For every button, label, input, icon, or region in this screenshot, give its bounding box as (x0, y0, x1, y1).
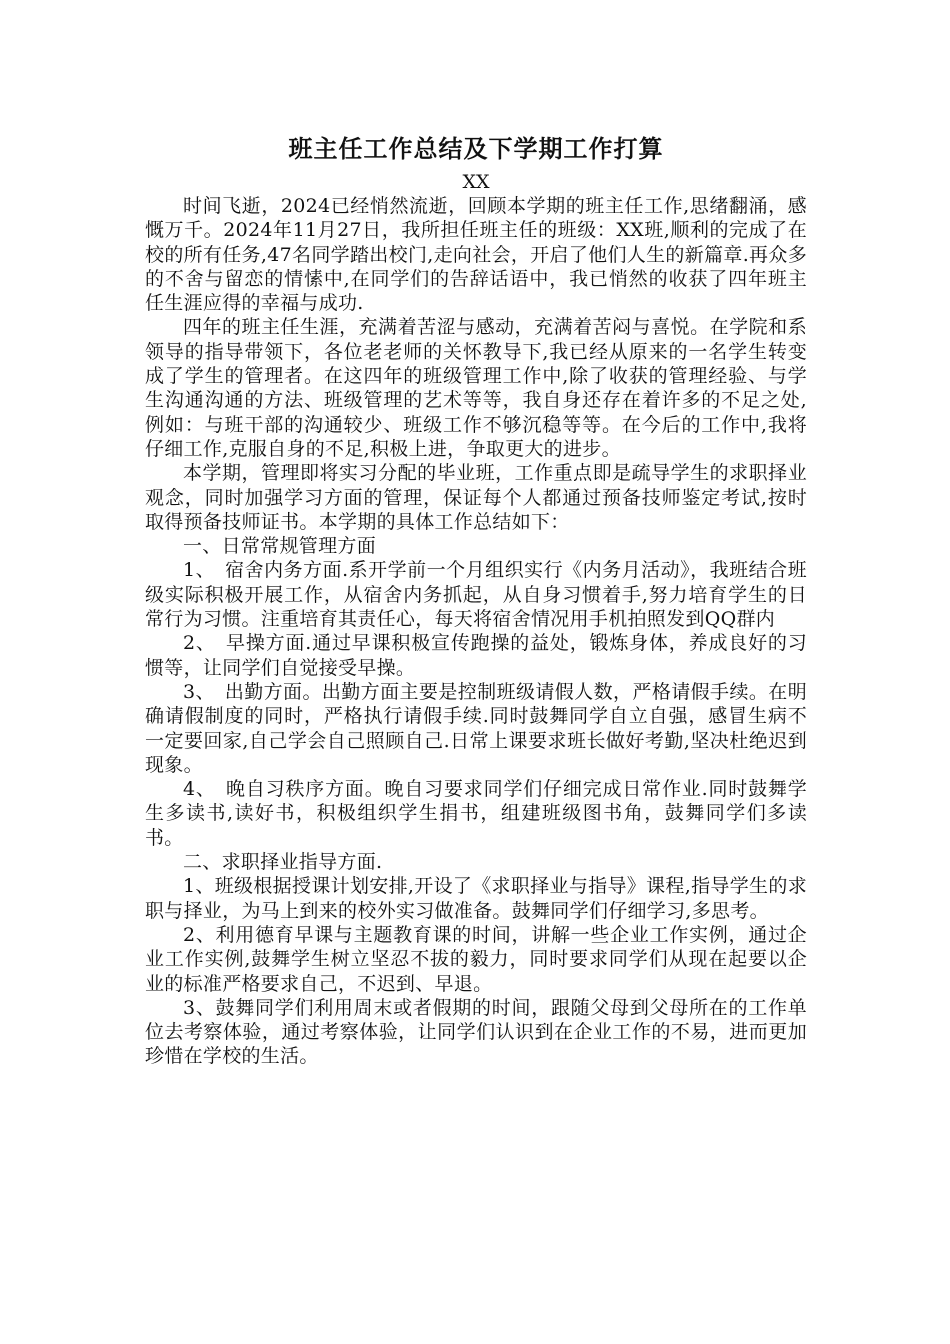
section-heading-career-guidance: 二、求职择业指导方面. (183, 851, 383, 874)
list-item-attendance: 3、 出勤方面。出勤方面主要是控制班级请假人数，严格请假手续。在明确请假制度的同时，严格执行请假手续.同时鼓舞同学自立自强，感冒生病不一定要回家,自己学会自己照顾自己.日常上课要求班长做好考勤,坚决杜绝迟到现象。 (145, 680, 807, 776)
document-author: XX (462, 171, 490, 193)
paragraph-intro: 时间飞逝，2024已经悄然流逝，回顾本学期的班主任工作,思绪翻涌，感慨万千。2024年11月27日，我所担任班主任的班级：XX班,顺利的完成了在校的所有任务,47名同学踏出校门,走向社会，开启了他们人生的新篇章.再众多的不舍与留恋的情愫中,在同学们的告辞话语中，我已悄然的收获了四年班主任生涯应得的幸福与成功. (145, 195, 807, 315)
list-item-morning-exercise: 2、 早操方面.通过早课积极宣传跑操的益处，锻炼身体，养成良好的习惯等，让同学们自觉接受早操。 (145, 632, 807, 679)
list-item-family-visit: 3、鼓舞同学们利用周末或者假期的时间，跟随父母到父母所在的工作单位去考察体验，通过考察体验，让同学们认识到在企业工作的不易，进而更加珍惜在学校的生活。 (145, 996, 807, 1068)
list-item-dormitory: 1、 宿舍内务方面.系开学前一个月组织实行《内务月活动》，我班结合班级实际积极开展工作，从宿舍内务抓起，从自身习惯着手,努力培育学生的日常行为习惯。注重培育其责任心，每天将宿舍情况用手机拍照发到QQ群内 (145, 559, 807, 631)
document-title: 班主任工作总结及下学期工作打算 (288, 134, 664, 163)
section-heading-daily-management: 一、日常常规管理方面 (183, 535, 377, 558)
paragraph-semester: 本学期，管理即将实习分配的毕业班，工作重点即是疏导学生的求职择业观念，同时加强学习方面的管理，保证每个人都通过预备技师鉴定考试,按时取得预备技师证书。本学期的具体工作总结如下： (145, 462, 807, 533)
paragraph-career: 四年的班主任生涯，充满着苦涩与感动，充满着苦闷与喜悦。在学院和系领导的指导带领下，各位老老师的关怀教导下,我已经从原来的一名学生转变成了学生的管理者。在这四年的班级管理工作中,除了收获的管理经验、与学生沟通沟通的方法、班级管理的艺术等等，我自身还存在着许多的不足之处,例如：与班干部的沟通较少、班级工作不够沉稳等等。在今后的工作中,我将仔细工作,克服自身的不足,积极上进，争取更大的进步。 (145, 316, 807, 460)
document-page (145, 128, 807, 1069)
list-item-moral-class: 2、利用德育早课与主题教育课的时间，讲解一些企业工作实例，通过企业工作实例,鼓舞学生树立坚忍不拔的毅力，同时要求同学们从现在起要以企业的标准严格要求自己，不迟到、早退。 (145, 923, 807, 995)
list-item-career-course: 1、班级根据授课计划安排,开设了《求职择业与指导》课程,指导学生的求职与择业，为马上到来的校外实习做准备。鼓舞同学们仔细学习,多思考。 (145, 875, 807, 922)
list-item-evening-study: 4、 晚自习秩序方面。晚自习要求同学们仔细完成日常作业.同时鼓舞学生多读书,读好书，积极组织学生捐书，组建班级图书角，鼓舞同学们多读书。 (145, 778, 807, 849)
